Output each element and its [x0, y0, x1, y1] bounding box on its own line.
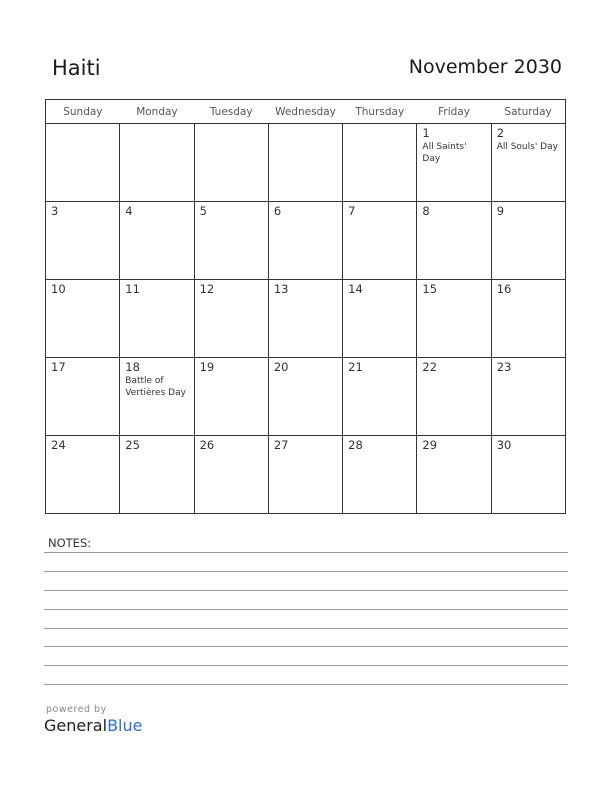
month-title: November 2030: [408, 56, 562, 78]
weekday-friday: Friday: [417, 100, 491, 124]
day-cell: [343, 202, 417, 280]
day-cell: [343, 280, 417, 358]
day-cell: [194, 358, 268, 436]
day-number: 26: [199, 438, 215, 452]
notes-line: [44, 665, 568, 666]
country-title: Haiti: [52, 56, 101, 80]
day-number: 3: [51, 204, 59, 218]
day-number: 4: [125, 204, 133, 218]
day-number: 25: [125, 438, 140, 452]
day-cell: [120, 280, 194, 358]
notes-line: [44, 646, 568, 647]
week-row: [46, 358, 566, 436]
notes-line: [44, 684, 568, 685]
day-cell: [417, 358, 491, 436]
weekday-thursday: Thursday: [343, 100, 417, 124]
holiday-label: All Souls' Day: [496, 142, 558, 152]
week-row: [46, 280, 566, 358]
notes-line: [44, 552, 568, 553]
day-number: 19: [199, 360, 215, 374]
day-cell: [491, 280, 565, 358]
day-cell: [194, 436, 268, 514]
day-number: 12: [199, 282, 215, 296]
day-cell: [343, 436, 417, 514]
holiday-label: Battle of Vertières Day: [125, 376, 186, 398]
generalblue-logo: [44, 716, 142, 735]
day-number: 20: [273, 360, 289, 374]
day-number: 2: [496, 126, 505, 140]
day-cell: [268, 124, 342, 202]
day-cell: [46, 280, 120, 358]
calendar-grid: [45, 99, 566, 514]
day-cell: [194, 124, 268, 202]
day-number: 7: [348, 204, 356, 218]
day-cell: [268, 436, 342, 514]
day-cell: [417, 202, 491, 280]
week-row: [46, 436, 566, 514]
brand-blue: Blue: [107, 716, 143, 735]
day-number: 11: [125, 282, 140, 296]
day-number: 1: [422, 126, 430, 140]
day-number: 21: [348, 360, 363, 374]
day-cell: [120, 124, 194, 202]
notes-line: [44, 609, 568, 610]
day-number: 8: [422, 204, 430, 218]
powered-by-text: powered by: [46, 704, 107, 715]
day-number: 17: [51, 360, 66, 374]
day-cell: [343, 358, 417, 436]
notes-line: [44, 590, 568, 591]
day-number: 13: [273, 282, 289, 296]
holiday-label: All Saints' Day: [422, 142, 467, 164]
weekday-tuesday: Tuesday: [194, 100, 268, 124]
day-cell: [46, 124, 120, 202]
day-number: 16: [496, 282, 512, 296]
day-cell: [120, 358, 194, 436]
day-cell: [491, 202, 565, 280]
day-cell: [268, 202, 342, 280]
day-number: 29: [422, 438, 438, 452]
day-cell: [120, 202, 194, 280]
day-number: 27: [273, 438, 289, 452]
day-cell: [491, 124, 565, 202]
day-cell: [491, 436, 565, 514]
notes-line: [44, 571, 568, 572]
day-number: 23: [496, 360, 512, 374]
weekday-sunday: Sunday: [46, 100, 120, 124]
day-cell: [194, 202, 268, 280]
day-cell: [120, 436, 194, 514]
day-cell: [343, 124, 417, 202]
brand-general: General: [44, 716, 108, 735]
notes-label: NOTES:: [48, 536, 92, 550]
weekday-wednesday: Wednesday: [268, 100, 342, 124]
weekday-saturday: Saturday: [491, 100, 565, 124]
day-cell: [268, 358, 342, 436]
day-number: 5: [199, 204, 207, 218]
week-row: [46, 124, 566, 202]
day-cell: [46, 436, 120, 514]
day-cell: [417, 436, 491, 514]
day-number: 9: [496, 204, 505, 218]
day-cell: [417, 124, 491, 202]
day-number: 22: [422, 360, 438, 374]
day-cell: [417, 280, 491, 358]
week-row: [46, 202, 566, 280]
day-cell: [491, 358, 565, 436]
day-number: 10: [51, 282, 66, 296]
day-number: 18: [125, 360, 140, 374]
day-number: 30: [496, 438, 512, 452]
day-cell: [268, 280, 342, 358]
day-number: 24: [51, 438, 66, 452]
day-number: 28: [348, 438, 363, 452]
day-number: 14: [348, 282, 363, 296]
notes-line: [44, 628, 568, 629]
day-cell: [46, 202, 120, 280]
weekday-monday: Monday: [120, 100, 194, 124]
day-cell: [46, 358, 120, 436]
day-number: 6: [273, 204, 282, 218]
day-cell: [194, 280, 268, 358]
weekday-header-row: [46, 100, 566, 124]
day-number: 15: [422, 282, 438, 296]
